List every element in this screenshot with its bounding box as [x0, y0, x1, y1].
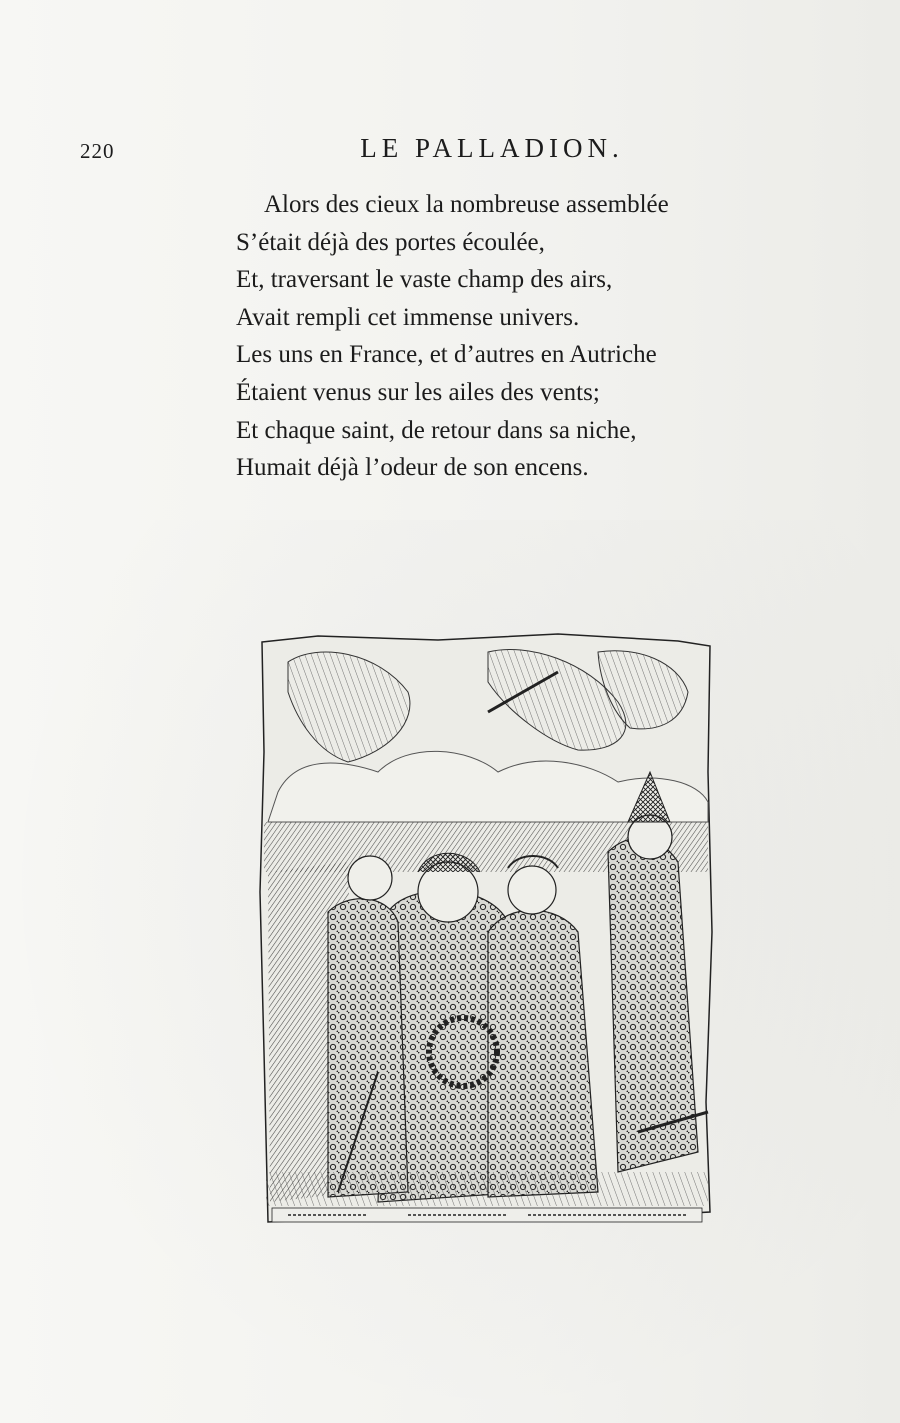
- poem-stanza: [236, 186, 836, 487]
- verse-line: Humait déjà l’odeur de son encens.: [236, 454, 589, 482]
- verse-line: S’était déjà des portes écoulée,: [236, 228, 545, 256]
- verse-line: Les uns en France, et d’autres en Autriche: [236, 341, 657, 369]
- verse-line: Alors des cieux la nombreuse assemblée: [264, 191, 669, 218]
- verse-line: Étaient venus sur les ailes des vents;: [236, 378, 600, 406]
- verse-line: Et, traversant le vaste champ des airs,: [236, 266, 613, 294]
- engraving-illustration: [258, 632, 714, 1232]
- verse-line: Et chaque saint, de retour dans sa niche,: [236, 416, 637, 444]
- engraving-image: [258, 632, 714, 1232]
- running-head: LE PALLADION.: [360, 133, 624, 163]
- page-number: 220: [80, 139, 115, 163]
- verse-line: Avait rempli cet immense univers.: [236, 303, 580, 331]
